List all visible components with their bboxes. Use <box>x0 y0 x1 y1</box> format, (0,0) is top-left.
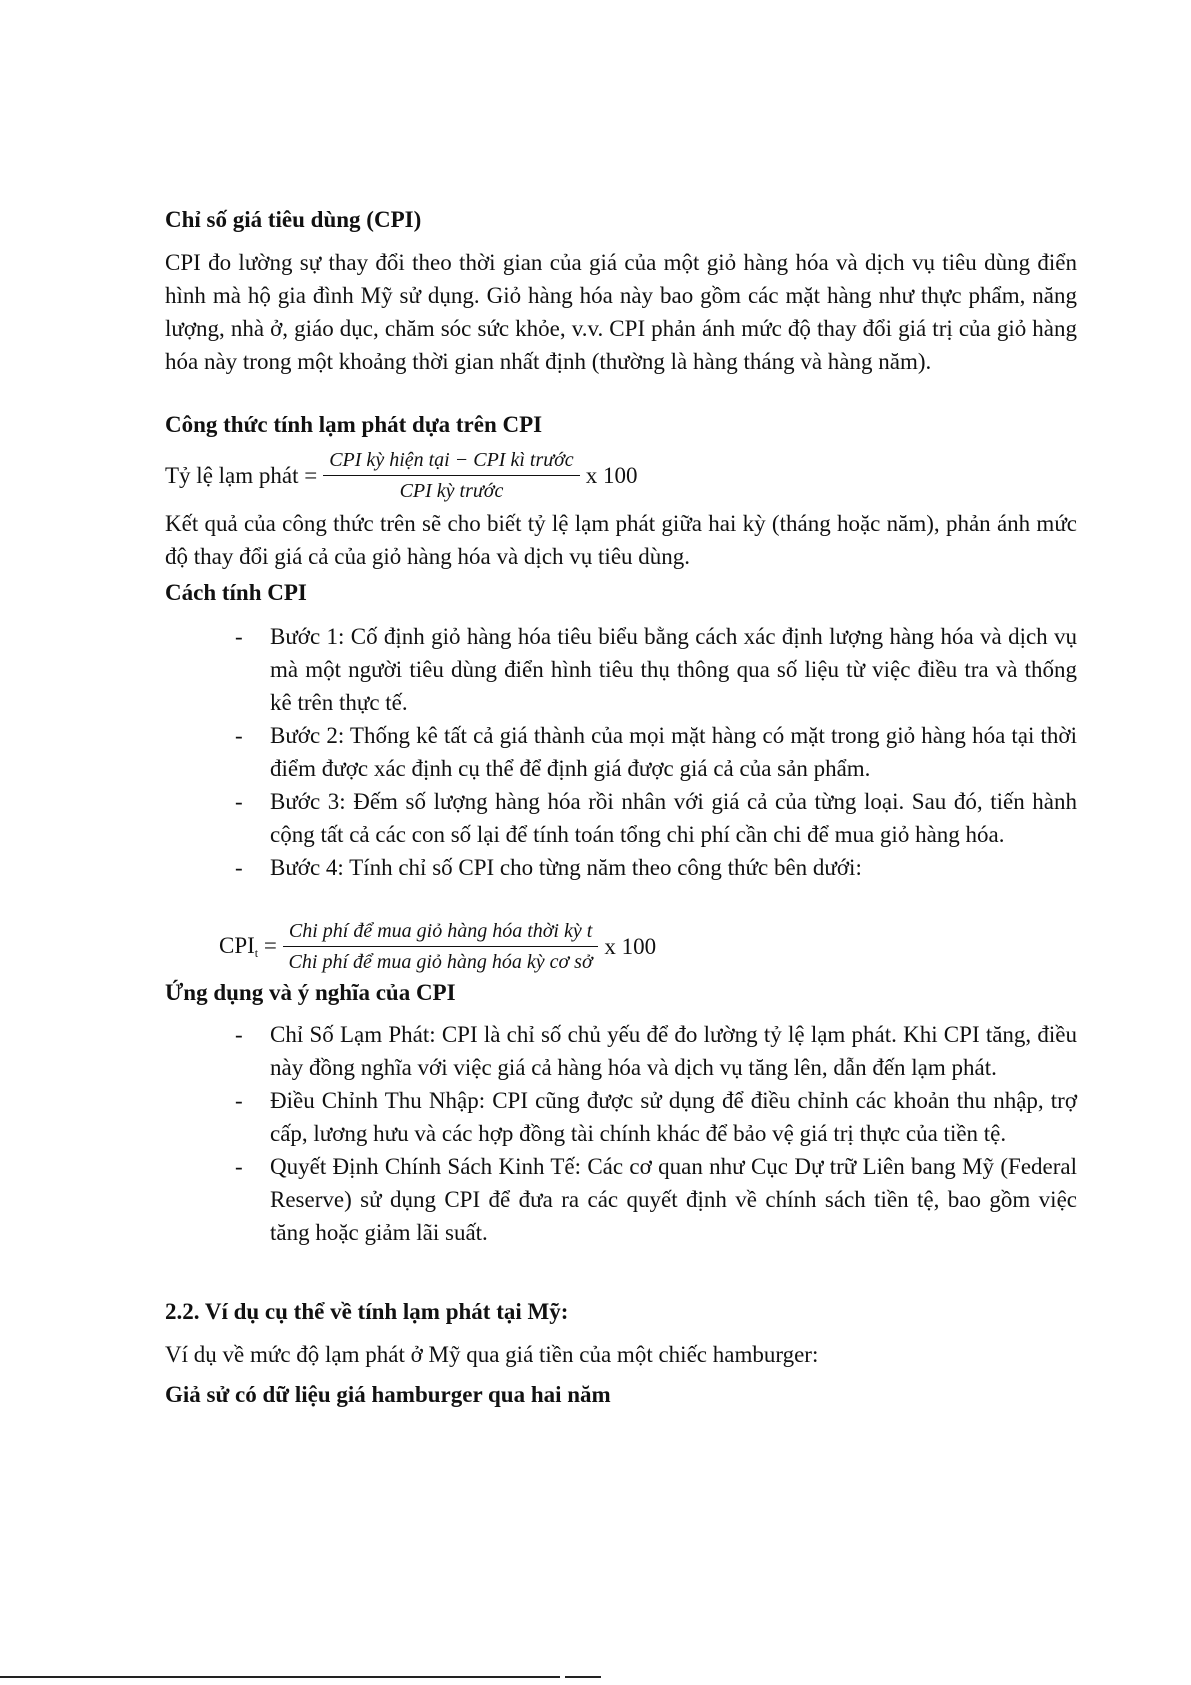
cpi-heading: Chỉ số giá tiêu dùng (CPI) <box>165 207 422 232</box>
calc-heading: Cách tính CPI <box>165 580 307 605</box>
example-heading: 2.2. Ví dụ cụ thể về tính lạm phát tại Mỹ: <box>165 1299 569 1324</box>
example-data-heading: Giả sử có dữ liệu giá hamburger qua hai năm <box>165 1382 611 1407</box>
inflation-formula <box>165 448 637 503</box>
calc-steps-list <box>235 620 1077 884</box>
footer-divider <box>0 1676 560 1678</box>
cpi-formula-multiplier: x 100 <box>604 933 657 959</box>
cpi-formula-denominator: Chi phí để mua giỏ hàng hóa kỳ cơ sở <box>288 951 593 973</box>
cpi-formula-numerator: Chi phí để mua giỏ hàng hóa thời kỳ t <box>283 919 598 947</box>
cpi-symbol: CPI <box>219 932 255 958</box>
cpi-intro-paragraph: CPI đo lường sự thay đổi theo thời gian của giá của một giỏ hàng hóa và dịch vụ tiêu dùng điển hình mà hộ gia đình Mỹ sử dụng. Giỏ hàng hóa này bao gồm các mặt hàng như thực phẩm, năng lượng, nhà ở, giáo dục, chăm sóc sức khỏe, v.v. CPI phản ánh mức độ thay đổi giá trị của giỏ hàng hóa này trong một khoảng thời gian nhất định (thường là hàng tháng và hàng năm). <box>165 250 1077 374</box>
formula-fraction <box>323 448 579 503</box>
formula-result-paragraph: Kết quả của công thức trên sẽ cho biết tỷ lệ lạm phát giữa hai kỳ (tháng hoặc năm), phản ánh mức độ thay đổi giá cả của giỏ hàng hóa và dịch vụ tiêu dùng. <box>165 511 1077 569</box>
formula-denominator: CPI kỳ trước <box>399 480 504 502</box>
formula-heading: Công thức tính lạm phát dựa trên CPI <box>165 412 543 437</box>
example-intro-paragraph: Ví dụ về mức độ lạm phát ở Mỹ qua giá tiền của một chiếc hamburger: <box>165 1342 819 1367</box>
list-item: - Điều Chỉnh Thu Nhập: CPI cũng được sử dụng để điều chỉnh các khoản thu nhập, trợ cấp, lương hưu và các hợp đồng tài chính khác để bảo vệ giá trị thực của tiền tệ. <box>235 1084 1077 1150</box>
formula-multiplier: x 100 <box>585 462 638 488</box>
cpi-subscript: t <box>254 945 259 960</box>
formula-lhs: Tỷ lệ lạm phát = <box>165 462 318 488</box>
list-item: - Bước 3: Đếm số lượng hàng hóa rồi nhân với giá cả của từng loại. Sau đó, tiến hành cộng tất cả các con số lại để tính toán tổng chi phí cần chi để mua giỏ hàng hóa. <box>235 785 1077 851</box>
application-heading: Ứng dụng và ý nghĩa của CPI <box>165 980 456 1005</box>
footer-divider-short <box>565 1676 601 1678</box>
list-item: - Bước 1: Cố định giỏ hàng hóa tiêu biểu bằng cách xác định lượng hàng hóa và dịch vụ mà một người tiêu dùng điển hình tiêu thụ thông qua số liệu từ việc điều tra và thống kê trên thực tế. <box>235 620 1077 719</box>
cpi-formula <box>219 919 656 974</box>
equals-sign: = <box>263 932 277 958</box>
list-item: - Chỉ Số Lạm Phát: CPI là chỉ số chủ yếu để đo lường tỷ lệ lạm phát. Khi CPI tăng, điều này đồng nghĩa với việc giá cả hàng hóa và dịch vụ tăng lên, dẫn đến lạm phát. <box>235 1018 1077 1084</box>
cpi-formula-lhs <box>219 933 277 961</box>
application-list <box>235 1018 1077 1249</box>
list-item: - Quyết Định Chính Sách Kinh Tế: Các cơ quan như Cục Dự trữ Liên bang Mỹ (Federal Reserve) sử dụng CPI để đưa ra các quyết định về chính sách tiền tệ, bao gồm việc tăng hoặc giảm lãi suất. <box>235 1150 1077 1249</box>
cpi-formula-fraction <box>283 919 598 974</box>
formula-numerator: CPI kỳ hiện tại − CPI kì trước <box>323 448 579 476</box>
list-item: - Bước 4: Tính chỉ số CPI cho từng năm theo công thức bên dưới: <box>235 851 1077 884</box>
list-item: - Bước 2: Thống kê tất cả giá thành của mọi mặt hàng có mặt trong giỏ hàng hóa tại thời điểm được xác định cụ thể để định giá được giá cả của sản phẩm. <box>235 719 1077 785</box>
